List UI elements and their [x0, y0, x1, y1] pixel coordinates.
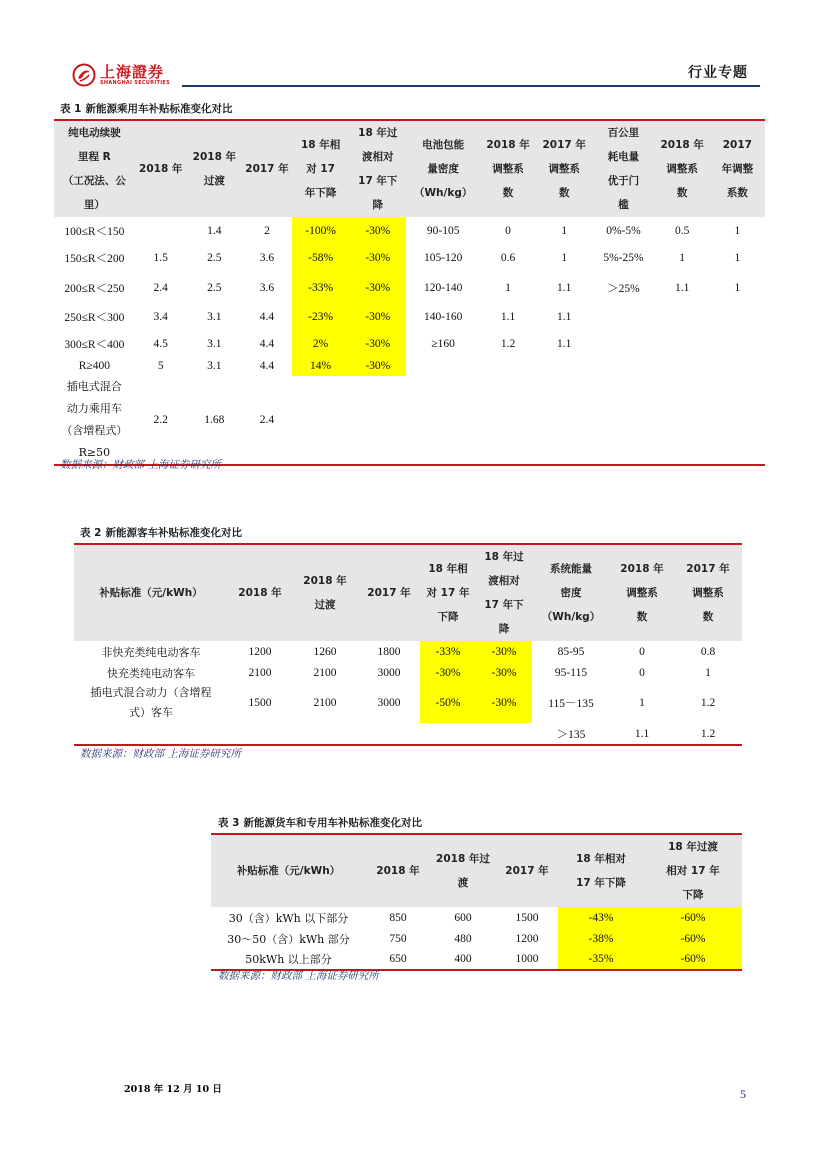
- table-cell: R≥400: [78, 360, 110, 372]
- table-cell: -58%: [292, 244, 349, 272]
- column-header-line: 数: [636, 611, 648, 623]
- column-header-line: 2018 年: [238, 587, 282, 599]
- table-cell: 1260: [313, 646, 337, 658]
- row-label-line: （含增程式）: [61, 424, 128, 437]
- page-number: 5: [740, 1087, 746, 1101]
- column-header-line: 渡相对: [362, 151, 394, 163]
- table-cell: [536, 356, 592, 376]
- table-cell: 1.1: [557, 281, 572, 294]
- column-header-line: 相对 17 年: [666, 865, 720, 877]
- table-cell: 2100: [313, 697, 337, 709]
- table-header-row: [74, 544, 742, 641]
- table-cell: [655, 303, 710, 331]
- column-header-line: 渡相对: [488, 575, 520, 587]
- table-row: [54, 272, 765, 303]
- table-cell: 2: [264, 224, 270, 237]
- column-header-line: （工况法、公: [62, 175, 126, 187]
- empty-cell: [655, 376, 710, 465]
- column-header: [242, 120, 292, 217]
- column-header-line: 量密度: [427, 163, 459, 175]
- table-cell: 150≤R＜200: [64, 253, 125, 265]
- table-cell: 1.1: [500, 311, 516, 323]
- table-row: [74, 723, 742, 745]
- table-row: [54, 376, 765, 465]
- table-row: [211, 907, 742, 928]
- column-header-line: 里）: [83, 199, 105, 211]
- table-cell: 250≤R＜300: [64, 312, 125, 324]
- table-cell: 1: [561, 252, 568, 264]
- table-cell: -60%: [644, 949, 742, 970]
- column-header-line: 密度: [560, 587, 582, 599]
- table-cell: 快充类纯电动客车: [107, 667, 195, 680]
- column-header-line: 2017 年: [245, 163, 289, 175]
- column-header: [496, 834, 558, 907]
- row-label: [54, 376, 135, 465]
- table-cell: 1.68: [204, 414, 225, 426]
- empty-cell: [349, 376, 406, 465]
- report-category: 行业专题: [688, 65, 748, 81]
- column-header: [228, 544, 292, 641]
- column-header-line: 下降: [437, 611, 459, 623]
- table2-label: 表 2: [80, 527, 102, 539]
- column-header-line: 优于门: [607, 175, 640, 187]
- table3-title: 新能源货车和专用车补贴标准变化对比: [243, 817, 422, 829]
- table-cell: 5: [157, 360, 164, 372]
- table-cell: 850: [389, 911, 407, 924]
- table-cell: 115－135: [548, 698, 594, 710]
- logo-english-name: SHANGHAI SECURITIES: [100, 79, 171, 86]
- table1-source: 数据来源：财政部 上海证券研究所: [60, 459, 221, 471]
- column-header-line: 2018 年: [303, 575, 347, 587]
- table-cell: -50%: [420, 683, 476, 723]
- table-cell: 4.5: [153, 337, 168, 350]
- table-cell: 2.2: [153, 414, 168, 426]
- column-header-line: 数: [502, 187, 514, 199]
- table3-source: 数据来源：财政部 上海证券研究所: [218, 970, 379, 982]
- column-header-line: 系统能量: [550, 563, 592, 575]
- table-cell: [480, 356, 536, 376]
- table-cell: 3.1: [207, 360, 222, 372]
- bus-subsidy-table: [74, 543, 742, 746]
- table-cell: 0: [505, 224, 511, 237]
- table-cell: 4.4: [259, 337, 275, 350]
- table-cell: 1: [561, 224, 568, 237]
- table-cell: 4.4: [259, 311, 275, 323]
- table-row: [211, 949, 742, 970]
- column-header-line: 2017 年: [367, 587, 411, 599]
- table-row: [54, 356, 765, 376]
- column-header-line: 数: [676, 187, 688, 199]
- column-header-line: 调整系: [666, 163, 698, 175]
- table-row: [54, 331, 765, 356]
- table-cell: 1: [505, 281, 511, 294]
- table-header-row: [54, 120, 765, 217]
- row-label-line: 插电式混合: [66, 380, 122, 393]
- column-header: [358, 544, 420, 641]
- table-cell: -30%: [349, 303, 406, 331]
- table-cell: 2%: [292, 331, 349, 356]
- column-header: [592, 120, 654, 217]
- table-cell: [655, 356, 710, 376]
- table-cell: 95-115: [554, 667, 588, 679]
- table-cell: -30%: [349, 356, 406, 376]
- table-cell: -100%: [292, 217, 349, 244]
- table-cell: 1.2: [500, 337, 516, 350]
- table-cell: 1: [734, 252, 741, 264]
- table-cell: 0%-5%: [606, 224, 641, 237]
- column-header: [211, 834, 366, 907]
- table-cell: -60%: [644, 928, 742, 949]
- column-header-line: 调整系: [548, 163, 580, 175]
- column-header-line: 年下降: [304, 187, 337, 199]
- column-header-line: 对 17: [306, 163, 335, 175]
- table-cell: 0: [639, 667, 645, 679]
- table-cell: [592, 331, 654, 356]
- table-cell: [406, 356, 480, 376]
- table-cell: 1.1: [634, 727, 650, 740]
- table-cell: 600: [454, 911, 472, 924]
- empty-cell: [292, 376, 349, 465]
- table-cell: 2.4: [259, 414, 275, 426]
- table-cell: 120-140: [423, 281, 463, 294]
- row-label-line: R≥50: [78, 446, 111, 459]
- column-header-line: 槛: [618, 199, 629, 211]
- column-header-line: 降: [498, 623, 510, 635]
- column-header-line: 18 年相对: [576, 853, 626, 865]
- logo-chinese-name: 上海證券: [100, 62, 165, 81]
- column-header-line: 数: [702, 611, 714, 623]
- table-cell: -43%: [558, 907, 644, 928]
- table-cell: 1.5: [153, 252, 168, 264]
- column-header-line: 系数: [726, 187, 748, 199]
- page-header: [60, 58, 760, 92]
- column-header: [480, 120, 536, 217]
- table-cell: 3.1: [207, 337, 222, 350]
- table-cell: 100≤R＜150: [64, 225, 125, 238]
- table2-source: 数据来源：财政部 上海证券研究所: [80, 748, 241, 760]
- table-cell: [710, 331, 765, 356]
- table-cell: 50kWh 以上部分: [245, 953, 332, 966]
- table-cell: [592, 303, 654, 331]
- table-cell: 1.1: [557, 337, 572, 350]
- table-cell: 3000: [377, 697, 401, 709]
- column-header-line: 2018 年: [192, 151, 237, 163]
- table-cell: 3.6: [259, 252, 275, 264]
- column-header-line: （Wh/kg）: [413, 187, 473, 199]
- column-header-line: 渡: [457, 877, 469, 889]
- empty-cell: [74, 723, 228, 745]
- table-cell: 0.8: [700, 646, 716, 658]
- row-label-line: 式）客车: [129, 706, 173, 719]
- table-cell: 105-120: [423, 252, 463, 264]
- column-header-line: 2018 年: [376, 865, 420, 877]
- column-header-line: 电池包能: [422, 139, 465, 151]
- table-cell: 2.5: [207, 252, 222, 264]
- table-row: [74, 683, 742, 723]
- table-cell: [710, 303, 765, 331]
- report-date: 2018 年 12 月 10 日: [124, 1084, 222, 1095]
- column-header: [532, 544, 610, 641]
- column-header: [406, 120, 480, 217]
- row-label-line: 动力乘用车: [66, 402, 122, 415]
- table-cell: 2.4: [153, 281, 168, 294]
- table-cell: 1500: [515, 911, 539, 924]
- column-header-line: 调整系: [626, 587, 658, 599]
- table-cell: 1: [734, 281, 741, 294]
- column-header: [610, 544, 674, 641]
- table-cell: 1: [679, 252, 686, 264]
- table-cell: 1500: [248, 697, 272, 709]
- table-cell: 750: [389, 932, 407, 945]
- table-cell: 3.1: [207, 311, 222, 323]
- table-cell: [655, 331, 710, 356]
- column-header-line: 调整系: [492, 163, 524, 175]
- table-cell: 85-95: [557, 646, 585, 658]
- empty-cell: [358, 723, 420, 745]
- column-header-line: 下降: [682, 889, 704, 901]
- table-cell: 30～50（含）kWh 部分: [227, 932, 350, 946]
- table-cell: 1.1: [674, 281, 690, 294]
- table-cell: 650: [389, 953, 407, 965]
- table-cell: -35%: [558, 949, 644, 970]
- empty-cell: [292, 723, 358, 745]
- table-cell: -30%: [420, 663, 476, 683]
- header-rule: [182, 85, 760, 87]
- column-header: [674, 544, 742, 641]
- logo-emblem-icon: [72, 63, 96, 87]
- column-header-line: 耗电量: [607, 151, 640, 163]
- table-row: [54, 303, 765, 331]
- column-header-line: 18 年过: [358, 127, 398, 139]
- table-cell: 1: [705, 667, 711, 679]
- passenger-car-subsidy-table: [54, 119, 765, 466]
- table-cell: 5%-25%: [603, 252, 644, 264]
- table-cell: -30%: [349, 217, 406, 244]
- empty-cell: [536, 376, 592, 465]
- column-header-line: 2018 年: [660, 139, 704, 151]
- column-header-line: 17 年下: [484, 599, 524, 611]
- table-cell: 400: [454, 953, 472, 965]
- column-header-line: 17 年下降: [576, 877, 626, 889]
- column-header-line: 补贴标准（元/kWh）: [236, 865, 341, 877]
- table-cell: -30%: [349, 244, 406, 272]
- table-cell: 200≤R＜250: [64, 282, 125, 295]
- column-header: [710, 120, 765, 217]
- column-header-line: 18 年相: [428, 563, 468, 575]
- table-cell: -30%: [349, 331, 406, 356]
- column-header: [558, 834, 644, 907]
- column-header-line: 过渡: [314, 599, 336, 611]
- table-row: [74, 641, 742, 663]
- column-header-line: 18 年过: [484, 551, 524, 563]
- table-cell: 1.4: [207, 224, 222, 237]
- column-header: [187, 120, 242, 217]
- column-header-line: 2018 年: [486, 139, 530, 151]
- table-cell: 90-105: [426, 224, 460, 237]
- table-cell: [710, 356, 765, 376]
- table1-title: 新能源乘用车补贴标准变化对比: [85, 103, 233, 115]
- column-header-line: 2017 年: [686, 563, 730, 575]
- column-header-line: 调整系: [692, 587, 724, 599]
- column-header: [476, 544, 532, 641]
- table-cell: -30%: [476, 683, 532, 723]
- column-header-line: 纯电动续驶: [68, 127, 121, 139]
- table-cell: 0.6: [500, 252, 516, 264]
- column-header: [349, 120, 406, 217]
- column-header-line: 2017 年: [542, 139, 586, 151]
- column-header-line: 百公里: [607, 127, 640, 139]
- table-cell: 140-160: [423, 311, 463, 323]
- table-cell: 14%: [292, 356, 349, 376]
- table-cell: 1800: [377, 646, 401, 658]
- table-cell: 4.4: [259, 360, 275, 372]
- table-row: [211, 928, 742, 949]
- table-cell: -30%: [349, 272, 406, 303]
- column-header-line: 2017 年: [505, 865, 549, 877]
- table-cell: ≥160: [431, 337, 455, 350]
- table3-caption: [218, 815, 422, 830]
- table-cell: 2.5: [207, 281, 222, 294]
- table-cell: -23%: [292, 303, 349, 331]
- column-header-line: 过渡: [203, 175, 225, 187]
- table-cell: 300≤R＜400: [64, 338, 125, 351]
- table-cell: 0: [639, 646, 645, 658]
- table-header-row: [211, 834, 742, 907]
- table-cell: 0.5: [674, 224, 690, 237]
- truck-subsidy-table: [211, 833, 742, 971]
- column-header-line: 2018 年: [620, 563, 664, 575]
- empty-cell: [228, 723, 292, 745]
- column-header: [655, 120, 710, 217]
- table-cell: 1: [639, 697, 645, 709]
- table-cell: 3000: [377, 667, 401, 679]
- column-header: [292, 120, 349, 217]
- table-cell: -60%: [644, 907, 742, 928]
- row-label-line: 插电式混合动力（含增程: [90, 686, 212, 699]
- column-header-line: 2018 年: [139, 163, 183, 175]
- table-cell: 1200: [515, 932, 539, 945]
- table-cell: 1000: [515, 953, 539, 965]
- column-header: [54, 120, 135, 217]
- table1-label: 表 1: [60, 103, 82, 115]
- column-header-line: 18 年相: [300, 139, 341, 151]
- column-header-line: 降: [372, 199, 384, 211]
- column-header-line: （Wh/kg）: [541, 611, 601, 623]
- column-header-line: 18 年过渡: [668, 841, 718, 853]
- column-header-line: 17 年下: [358, 175, 398, 187]
- column-header-line: 年调整: [721, 163, 754, 175]
- table2-title: 新能源客车补贴标准变化对比: [105, 527, 242, 539]
- table-cell: 1: [734, 224, 741, 237]
- column-header: [420, 544, 476, 641]
- table-cell: 2100: [313, 667, 337, 679]
- table-cell: 1.2: [700, 697, 716, 709]
- column-header-line: 2018 年过: [436, 853, 490, 865]
- table-row: [54, 244, 765, 272]
- shanghai-securities-logo: [72, 62, 170, 88]
- table-row: [54, 217, 765, 244]
- table-cell: 3.6: [259, 281, 275, 294]
- column-header-line: 补贴标准（元/kWh）: [99, 587, 203, 599]
- table-cell: ＞25%: [607, 282, 640, 295]
- table-cell: -33%: [420, 641, 476, 663]
- empty-cell: [406, 376, 480, 465]
- empty-cell: [710, 376, 765, 465]
- column-header-line: 对 17 年: [426, 587, 470, 599]
- table-cell: ＞135: [556, 728, 586, 741]
- table-cell: 480: [454, 932, 472, 945]
- table2-caption: [80, 525, 242, 540]
- column-header-line: 数: [558, 187, 570, 199]
- column-header: [135, 120, 187, 217]
- column-header: [292, 544, 358, 641]
- table-cell: 1.2: [700, 727, 716, 740]
- empty-cell: [480, 376, 536, 465]
- column-header: [536, 120, 592, 217]
- table3-label: 表 3: [218, 817, 240, 829]
- column-header: [430, 834, 496, 907]
- column-header-line: 里程 R: [77, 151, 111, 163]
- table-cell: 2100: [248, 667, 272, 679]
- table-cell: 30（含）kWh 以下部分: [228, 911, 349, 925]
- table-cell: -38%: [558, 928, 644, 949]
- empty-cell: [420, 723, 476, 745]
- column-header: [366, 834, 430, 907]
- table-cell: 1200: [248, 646, 272, 658]
- table-cell: [135, 217, 187, 244]
- table-cell: -30%: [476, 663, 532, 683]
- column-header: [74, 544, 228, 641]
- column-header-line: 2017: [722, 139, 752, 151]
- column-header: [644, 834, 742, 907]
- empty-cell: [592, 376, 654, 465]
- row-label: [74, 683, 228, 723]
- table-cell: 1.1: [557, 311, 572, 323]
- table-cell: -30%: [476, 641, 532, 663]
- table-row: [74, 663, 742, 683]
- table-cell: 非快充类纯电动客车: [101, 646, 201, 659]
- table-cell: 3.4: [153, 311, 168, 323]
- table-cell: [592, 356, 654, 376]
- table-cell: -33%: [292, 272, 349, 303]
- empty-cell: [476, 723, 532, 745]
- table1-caption: [60, 101, 232, 116]
